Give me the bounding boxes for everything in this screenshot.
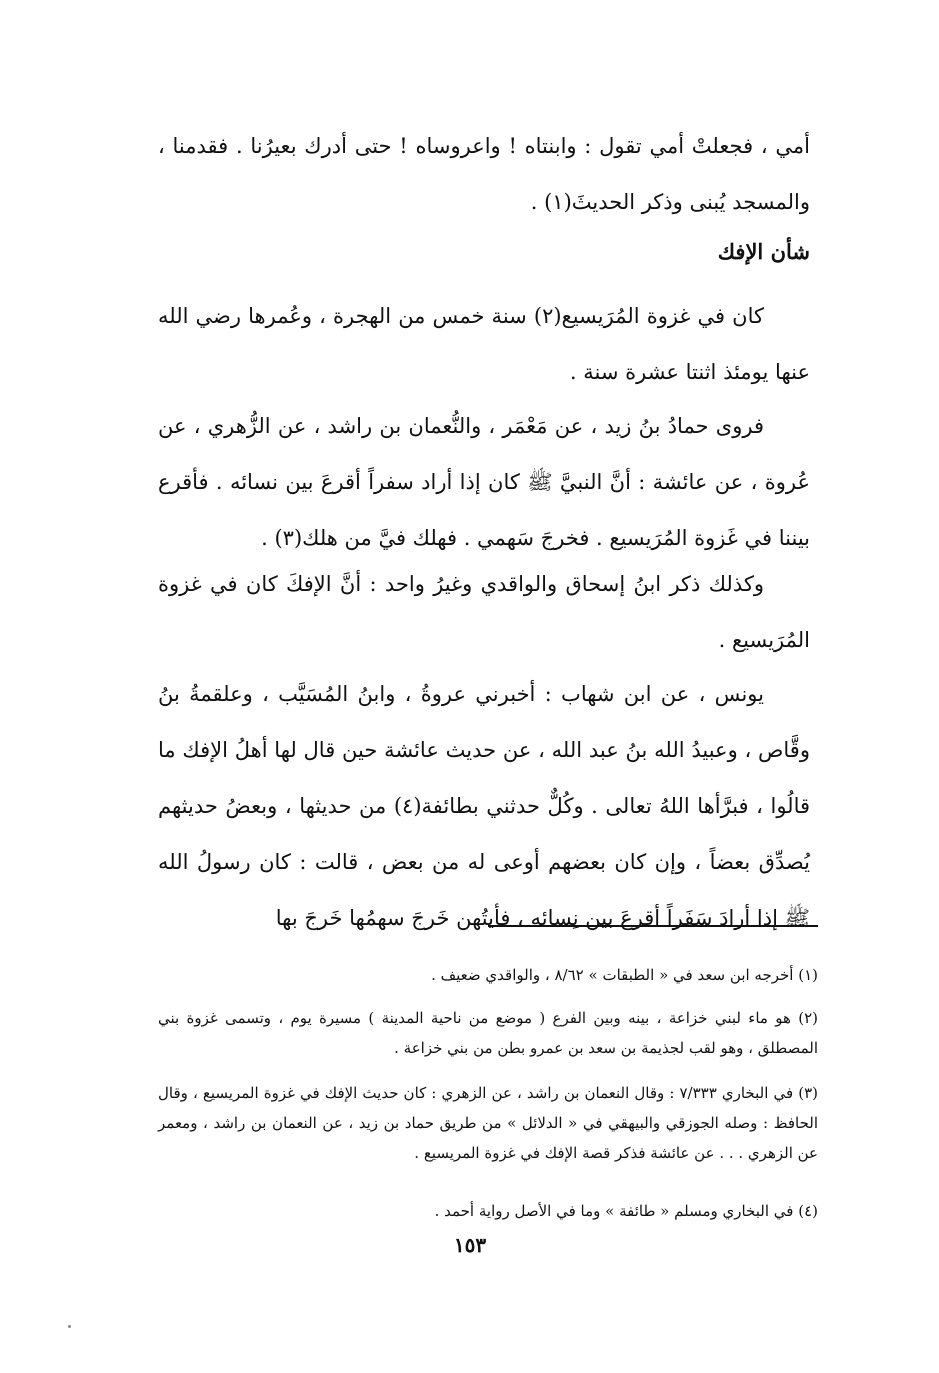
paragraph-ifk-date: كان في غزوة المُرَيسيع(٢) سنة خمس من الهجرة ، وعُمرها رضي الله عنها يومئذ اثنتا عشرة سنة . bbox=[158, 304, 810, 384]
section-heading: شأن الإفك bbox=[717, 239, 810, 264]
footnote-3: (٣) في البخاري ٧/٣٣٣ : وقال النعمان بن راشد ، عن الزهري : كان حديث الإفك في غزوة المريسيع ، وقال الحافظ : وصله الجوزقي والبيهقي في « الدلائل » من طريق حماد بن زيد ، عن النعمان بن راشد ، ومعمر عن الزهري . . . عن عائشة فذكر قصة الإفك في غزوة المريسيع . bbox=[158, 1084, 818, 1162]
footnote-1: (١) أخرجه ابن سعد في « الطبقات » ٨/٦٢ ، والواقدي ضعيف . bbox=[431, 966, 818, 984]
footnote-2: (٢) هو ماء لبني خزاعة ، بينه وبين الفرع ( موضع من ناحية المدينة ) مسيرة يوم ، وتسمى غزوة بني المصطلق ، وهو لقب لجذيمة بن سعد بن عمرو بطن من بني خزاعة . bbox=[158, 1009, 818, 1057]
footnote-separator bbox=[488, 925, 818, 927]
scan-speck bbox=[68, 1325, 71, 1328]
paragraph-yunus-narration: يونس ، عن ابن شهاب : أخبرني عروةُ ، وابنُ المُسَيَّب ، وعلقمةُ بنُ وقَّاص ، وعبيدُ الله بنُ عبد الله ، عن حديث عائشة حين قال لها أهلُ الإفك ما قالُوا ، فبرَّأها اللهُ تعالى . وكُلٌّ حدثني بطائفة(٤) من حديثها ، وبعضُ حديثهم يُصدِّق بعضاً ، وإن كان بعضهم أوعى له من بعض ، قالت : كان رسولُ الله ﷺ إذا أرادَ سَفَراً أقرعَ بين نِسائه ، فأيتُهن خَرجَ سهمُها خَرجَ بها bbox=[158, 682, 811, 930]
paragraph-ibn-ishaq: وكذلك ذكر ابنُ إسحاق والواقدي وغيرُ واحد : أنَّ الإفكَ كان في غزوة المُرَيسيع . bbox=[158, 572, 810, 652]
paragraph-continuation: أمي ، فجعلتْ أمي تقول : وابنتاه ! واعروساه ! حتى أدرك بعيرُنا . فقدمنا ، والمسجد يُبنى وذكر الحديثَ(١) . bbox=[158, 134, 810, 214]
paragraph-hammad-narration: فروى حمادُ بنُ زيد ، عن مَعْمَر ، والنُّعمان بن راشد ، عن الزُّهري ، عن عُروة ، عن عائشة : أنَّ النبيَّ ﷺ كان إذا أراد سفراً أقرعَ بين نسائه . فأقرع بيننا في غَزوة المُرَيسيع . فخرجَ سَهمي . فهلك فيَّ من هلك(٣) . bbox=[158, 414, 810, 550]
footnote-4: (٤) في البخاري ومسلم « طائفة » وما في الأصل رواية أحمد . bbox=[434, 1202, 818, 1220]
page-number: ١٥٣ bbox=[453, 1233, 487, 1257]
